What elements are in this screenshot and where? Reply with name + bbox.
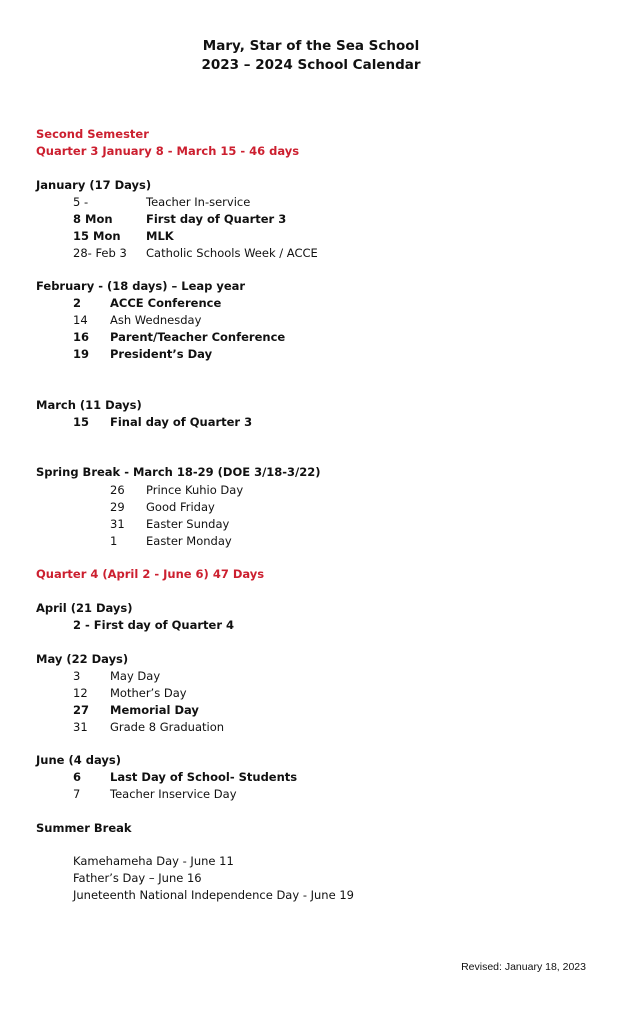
semester-heading: Second Semester	[36, 127, 149, 141]
event-name: Grade 8 Graduation	[110, 720, 225, 734]
event-name: Ash Wednesday	[110, 313, 202, 327]
event-date: 2	[73, 296, 82, 310]
holiday-item: Father’s Day – June 16	[73, 871, 202, 885]
event-name: Mother’s Day	[110, 686, 187, 700]
month-heading-march: March (11 Days)	[36, 398, 142, 412]
event-date: 14	[73, 313, 88, 327]
event-date: 12	[73, 686, 88, 700]
event-name: Teacher Inservice Day	[110, 787, 237, 801]
event-date: 8 Mon	[73, 212, 113, 226]
event-name: MLK	[146, 229, 174, 243]
quarter3-heading: Quarter 3 January 8 - March 15 - 46 days	[36, 144, 300, 158]
event-name: Teacher In-service	[146, 195, 251, 209]
revision-date: Revised: January 18, 2023	[461, 961, 586, 973]
calendar-title: 2023 – 2024 School Calendar	[201, 57, 421, 73]
event-date: 29	[110, 500, 125, 514]
event-name: ACCE Conference	[110, 296, 222, 310]
event-name: Memorial Day	[110, 703, 199, 717]
event-date: 3	[73, 669, 81, 683]
event-name: President’s Day	[110, 347, 213, 361]
event-name: Final day of Quarter 3	[110, 415, 253, 429]
event-date: 27	[73, 703, 90, 717]
event-date: 7	[73, 787, 81, 801]
month-heading-january: January (17 Days)	[36, 178, 152, 192]
event-date: 31	[110, 517, 125, 531]
month-heading-april: April (21 Days)	[36, 601, 133, 615]
quarter4-heading: Quarter 4 (April 2 - June 6) 47 Days	[36, 567, 265, 581]
event-name: Parent/Teacher Conference	[110, 330, 286, 344]
event-name: Good Friday	[146, 500, 215, 514]
event-name: First day of Quarter 3	[146, 212, 287, 226]
event-name: Catholic Schools Week / ACCE	[146, 246, 318, 260]
event-name: May Day	[110, 669, 161, 683]
event-name: Easter Monday	[146, 534, 232, 548]
event-date: 19	[73, 347, 90, 361]
summer-break-heading: Summer Break	[36, 821, 132, 835]
event-date: 15	[73, 415, 90, 429]
event-date: 1	[110, 534, 118, 548]
event-name: Prince Kuhio Day	[146, 483, 244, 497]
month-heading-may: May (22 Days)	[36, 652, 129, 666]
month-heading-june: June (4 days)	[36, 753, 121, 767]
school-name: Mary, Star of the Sea School	[202, 38, 420, 54]
event-date: 5 -	[73, 195, 89, 209]
event-date: 26	[110, 483, 125, 497]
event-date: 16	[73, 330, 90, 344]
spring-break-heading: Spring Break - March 18-29 (DOE 3/18-3/22)	[36, 465, 321, 479]
event-name: Last Day of School- Students	[110, 770, 298, 784]
event-name: Easter Sunday	[146, 517, 230, 531]
event-date: 28- Feb 3	[73, 246, 127, 260]
month-heading-february: February - (18 days) – Leap year	[36, 279, 246, 293]
event-line: 2 - First day of Quarter 4	[73, 618, 235, 632]
event-date: 15 Mon	[73, 229, 121, 243]
event-date: 6	[73, 770, 82, 784]
event-date: 31	[73, 720, 88, 734]
holiday-item: Juneteenth National Independence Day - June 19	[73, 888, 354, 902]
holiday-item: Kamehameha Day - June 11	[73, 854, 234, 868]
